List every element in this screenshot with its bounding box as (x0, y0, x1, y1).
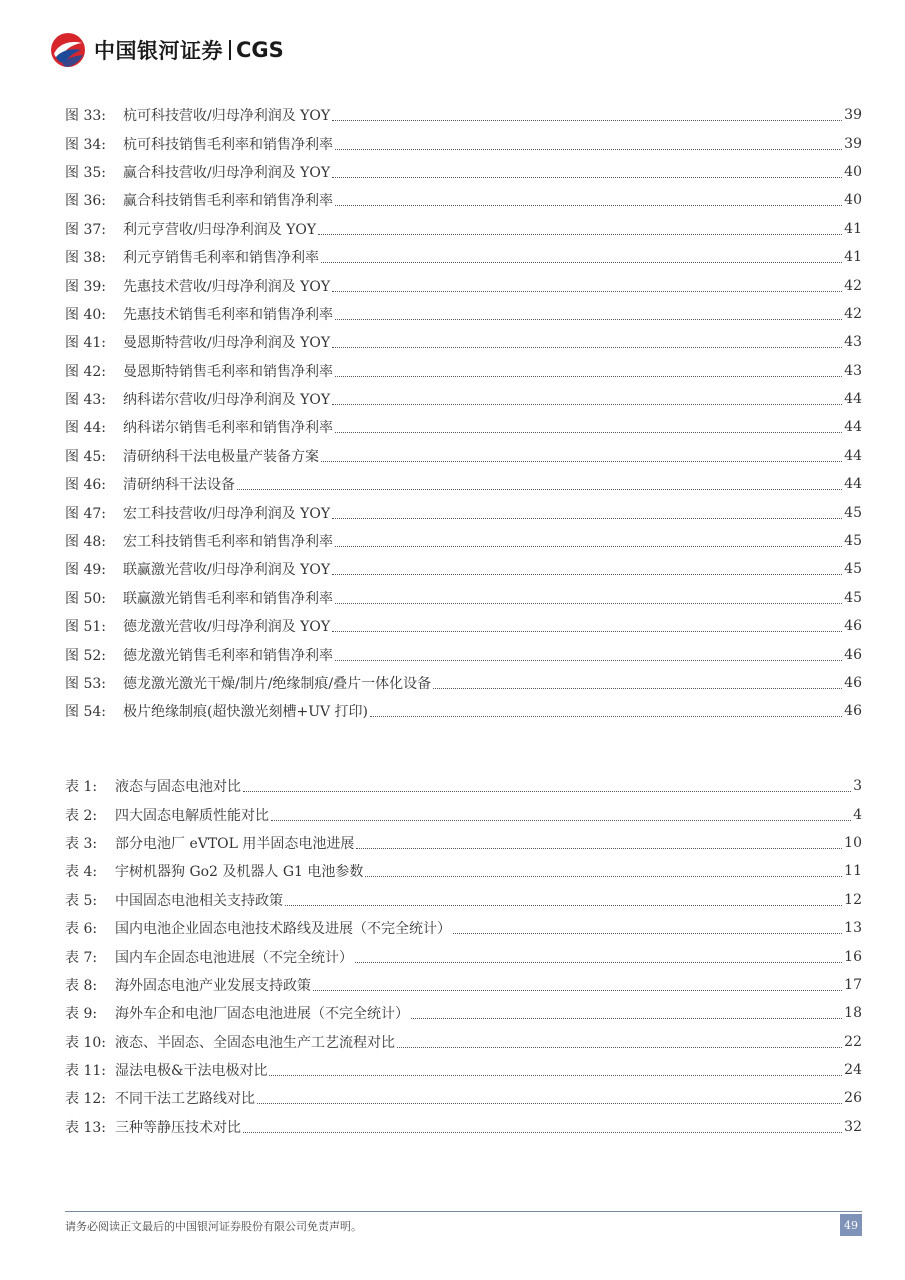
brand-name-en: CGS (236, 38, 284, 62)
figure-title: 宏工科技销售毛利率和销售净利率 (123, 534, 333, 551)
table-title: 国内电池企业固态电池技术路线及进展（不完全统计） (115, 921, 451, 938)
table-page-number: 18 (844, 1005, 862, 1022)
figure-page-number: 39 (844, 135, 862, 152)
dot-leader (370, 715, 842, 717)
figure-title: 极片绝缘制痕(超快激光刻槽+UV 打印) (123, 704, 369, 721)
figure-entry[interactable] (65, 215, 862, 243)
table-label: 表 4: (65, 864, 98, 881)
table-title: 液态与固态电池对比 (115, 779, 241, 796)
table-title: 中国固态电池相关支持政策 (115, 892, 283, 909)
dot-leader (237, 488, 842, 490)
figure-page-number: 45 (844, 561, 862, 578)
figure-title: 德龙激光激光干燥/制片/绝缘制痕/叠片一体化设备 (123, 676, 432, 692)
dot-leader (356, 847, 842, 849)
table-title: 海外车企和电池厂固态电池进展（不完全统计） (115, 1006, 409, 1023)
dot-leader (313, 989, 842, 991)
table-page-number: 11 (844, 863, 862, 880)
figure-label: 图 47: (65, 505, 106, 522)
table-label: 表 5: (65, 892, 98, 909)
table-page-number: 24 (844, 1062, 862, 1079)
figure-title: 利元亨销售毛利率和销售净利率 (123, 250, 319, 267)
figure-page-number: 46 (844, 646, 862, 663)
table-title: 湿法电极&干法电极对比 (115, 1063, 268, 1080)
figure-label: 图 43: (65, 392, 106, 409)
figure-title: 曼恩斯特营收/归母净利润及 YOY (123, 335, 331, 352)
table-title: 三种等静压技术对比 (115, 1119, 241, 1136)
table-page-number: 13 (844, 920, 862, 937)
figure-label: 图 52: (65, 647, 106, 664)
table-label: 表 11: (65, 1063, 106, 1080)
table-page-number: 12 (844, 891, 862, 908)
figure-title: 宏工科技营收/归母净利润及 YOY (123, 505, 331, 522)
table-title: 国内车企固态电池进展（不完全统计） (115, 949, 353, 966)
figure-label: 图 50: (65, 590, 106, 607)
figure-entry[interactable] (65, 101, 862, 129)
figure-entry[interactable] (65, 612, 862, 640)
table-title: 四大固态电解质性能对比 (115, 807, 269, 824)
figure-label: 图 38: (65, 250, 106, 267)
figure-page-number: 45 (844, 589, 862, 606)
figure-title: 联赢激光营收/归母净利润及 YOY (123, 562, 331, 579)
table-page-number: 4 (853, 806, 862, 823)
figure-title: 先惠技术销售毛利率和销售净利率 (123, 306, 333, 323)
figure-title: 杭可科技销售毛利率和销售净利率 (123, 136, 333, 153)
figure-page-number: 41 (844, 220, 862, 237)
brand-name-cn: 中国银河证券 (94, 39, 223, 63)
table-page-number: 3 (853, 778, 862, 795)
table-title: 部分电池厂 eVTOL 用半固态电池进展 (115, 835, 355, 852)
figure-label: 图 35: (65, 164, 106, 181)
dot-leader (257, 1102, 842, 1104)
figure-label: 图 51: (65, 619, 106, 636)
table-page-number: 16 (844, 948, 862, 965)
table-label: 表 8: (65, 977, 98, 994)
figure-entry[interactable] (65, 584, 862, 612)
figure-label: 图 49: (65, 562, 106, 579)
dot-leader (321, 460, 842, 462)
figure-title: 赢合科技销售毛利率和销售净利率 (123, 193, 333, 210)
figure-title: 联赢激光销售毛利率和销售净利率 (123, 590, 333, 607)
figure-label: 图 41: (65, 335, 106, 352)
table-page-number: 32 (844, 1118, 862, 1135)
figure-title: 清研纳科干法电极量产装备方案 (123, 448, 319, 465)
dot-leader (321, 261, 842, 263)
figure-title: 德龙激光营收/归母净利润及 YOY (123, 619, 331, 636)
dot-leader (332, 403, 842, 405)
table-entry[interactable] (65, 914, 862, 942)
table-title: 海外固态电池产业发展支持政策 (115, 977, 311, 994)
figure-entry[interactable] (65, 470, 862, 498)
figure-page-number: 43 (844, 334, 862, 351)
figure-title: 赢合科技营收/归母净利润及 YOY (123, 164, 331, 181)
figure-page-number: 46 (844, 618, 862, 635)
figure-title: 曼恩斯特销售毛利率和销售净利率 (123, 363, 333, 380)
figure-page-number: 46 (844, 703, 862, 720)
table-label: 表 10: (65, 1034, 106, 1051)
dot-leader (335, 431, 842, 433)
table-page-number: 10 (844, 834, 862, 851)
dot-leader (335, 204, 842, 206)
table-page-number: 26 (844, 1090, 862, 1107)
table-label: 表 6: (65, 921, 98, 938)
brand-separator (229, 40, 231, 60)
figure-page-number: 44 (844, 447, 862, 464)
figure-page-number: 45 (844, 533, 862, 550)
figure-index (65, 101, 862, 726)
figure-label: 图 53: (65, 676, 106, 692)
footer-divider (65, 1211, 862, 1212)
figure-title: 利元亨营收/归母净利润及 YOY (123, 221, 317, 238)
figure-entry[interactable] (65, 669, 862, 697)
figure-entry[interactable] (65, 413, 862, 441)
figure-entry[interactable] (65, 640, 862, 668)
footer-disclaimer: 请务必阅读正文最后的中国银河证券股份有限公司免责声明。 (65, 1220, 362, 1233)
table-index (65, 772, 862, 1141)
table-label: 表 3: (65, 835, 98, 852)
figure-label: 图 33: (65, 108, 106, 125)
table-label: 表 9: (65, 1006, 98, 1023)
figure-entry[interactable] (65, 442, 862, 470)
figure-page-number: 44 (844, 476, 862, 493)
table-title: 宇树机器狗 Go2 及机器人 G1 电池参数 (115, 864, 364, 881)
dot-leader (355, 961, 842, 963)
figure-entry[interactable] (65, 498, 862, 526)
figure-label: 图 40: (65, 306, 106, 323)
dot-leader (335, 602, 842, 604)
dot-leader (335, 375, 842, 377)
table-title: 不同干法工艺路线对比 (115, 1091, 255, 1108)
figure-title: 杭可科技营收/归母净利润及 YOY (123, 108, 331, 125)
figure-label: 图 54: (65, 704, 106, 721)
figure-title: 德龙激光销售毛利率和销售净利率 (123, 647, 333, 664)
figure-title: 纳科诺尔营收/归母净利润及 YOY (123, 392, 331, 409)
figure-page-number: 46 (844, 675, 862, 691)
figure-title: 先惠技术营收/归母净利润及 YOY (123, 278, 331, 295)
table-label: 表 1: (65, 779, 98, 796)
figure-label: 图 36: (65, 193, 106, 210)
dot-leader (453, 932, 842, 934)
figure-entry[interactable] (65, 300, 862, 328)
figure-entry[interactable] (65, 186, 862, 214)
dot-leader (335, 318, 842, 320)
dot-leader (243, 790, 851, 792)
dot-leader (365, 875, 842, 877)
figure-entry[interactable] (65, 527, 862, 555)
figure-page-number: 45 (844, 504, 862, 521)
dot-leader (318, 233, 842, 235)
figure-label: 图 45: (65, 448, 106, 465)
figure-page-number: 43 (844, 362, 862, 379)
dot-leader (332, 119, 842, 121)
table-page-number: 22 (844, 1033, 862, 1050)
dot-leader (243, 1131, 842, 1133)
table-entry[interactable] (65, 1113, 862, 1141)
table-title: 液态、半固态、全固态电池生产工艺流程对比 (115, 1034, 395, 1051)
figure-entry[interactable] (65, 385, 862, 413)
dot-leader (411, 1017, 842, 1019)
figure-entry[interactable] (65, 271, 862, 299)
figure-label: 图 39: (65, 278, 106, 295)
table-entry[interactable] (65, 1056, 862, 1084)
figure-page-number: 39 (844, 107, 862, 124)
dot-leader (271, 819, 851, 821)
dot-leader (332, 176, 842, 178)
figure-page-number: 42 (844, 305, 862, 322)
dot-leader (335, 545, 842, 547)
dot-leader (332, 290, 842, 292)
table-entry[interactable] (65, 971, 862, 999)
figure-label: 图 46: (65, 477, 106, 494)
dot-leader (335, 148, 842, 150)
table-entry[interactable] (65, 857, 862, 885)
figure-entry[interactable] (65, 129, 862, 157)
page-number-badge: 49 (840, 1214, 862, 1236)
figure-entry[interactable] (65, 555, 862, 583)
figure-label: 图 48: (65, 534, 106, 551)
table-entry[interactable] (65, 1028, 862, 1056)
figure-label: 图 37: (65, 221, 106, 238)
dot-leader (433, 687, 842, 689)
table-entry[interactable] (65, 942, 862, 970)
figure-page-number: 42 (844, 277, 862, 294)
dot-leader (397, 1046, 842, 1048)
dot-leader (335, 659, 842, 661)
figure-label: 图 44: (65, 420, 106, 437)
dot-leader (332, 573, 842, 575)
figure-title: 清研纳科干法设备 (123, 477, 235, 494)
figure-page-number: 41 (844, 249, 862, 266)
figure-page-number: 40 (844, 192, 862, 209)
header (48, 30, 284, 70)
figure-entry[interactable] (65, 328, 862, 356)
figure-entry[interactable] (65, 357, 862, 385)
figure-label: 图 34: (65, 136, 106, 153)
figure-page-number: 44 (844, 391, 862, 408)
figure-page-number: 44 (844, 419, 862, 436)
table-entry[interactable] (65, 886, 862, 914)
figure-entry[interactable] (65, 243, 862, 271)
figure-entry[interactable] (65, 697, 862, 725)
dot-leader (332, 517, 842, 519)
table-label: 表 12: (65, 1091, 106, 1108)
dot-leader (285, 904, 842, 906)
dot-leader (332, 630, 842, 632)
figure-page-number: 40 (844, 163, 862, 180)
figure-entry[interactable] (65, 158, 862, 186)
table-label: 表 2: (65, 807, 98, 824)
table-entry[interactable] (65, 772, 862, 800)
table-label: 表 13: (65, 1119, 106, 1136)
table-entry[interactable] (65, 800, 862, 828)
table-entry[interactable] (65, 999, 862, 1027)
table-entry[interactable] (65, 829, 862, 857)
figure-title: 纳科诺尔销售毛利率和销售净利率 (123, 420, 333, 437)
table-label: 表 7: (65, 949, 98, 966)
table-page-number: 17 (844, 976, 862, 993)
dot-leader (332, 346, 842, 348)
dot-leader (269, 1074, 842, 1076)
cgs-logo-icon (48, 30, 88, 70)
figure-label: 图 42: (65, 363, 106, 380)
table-entry[interactable] (65, 1084, 862, 1112)
